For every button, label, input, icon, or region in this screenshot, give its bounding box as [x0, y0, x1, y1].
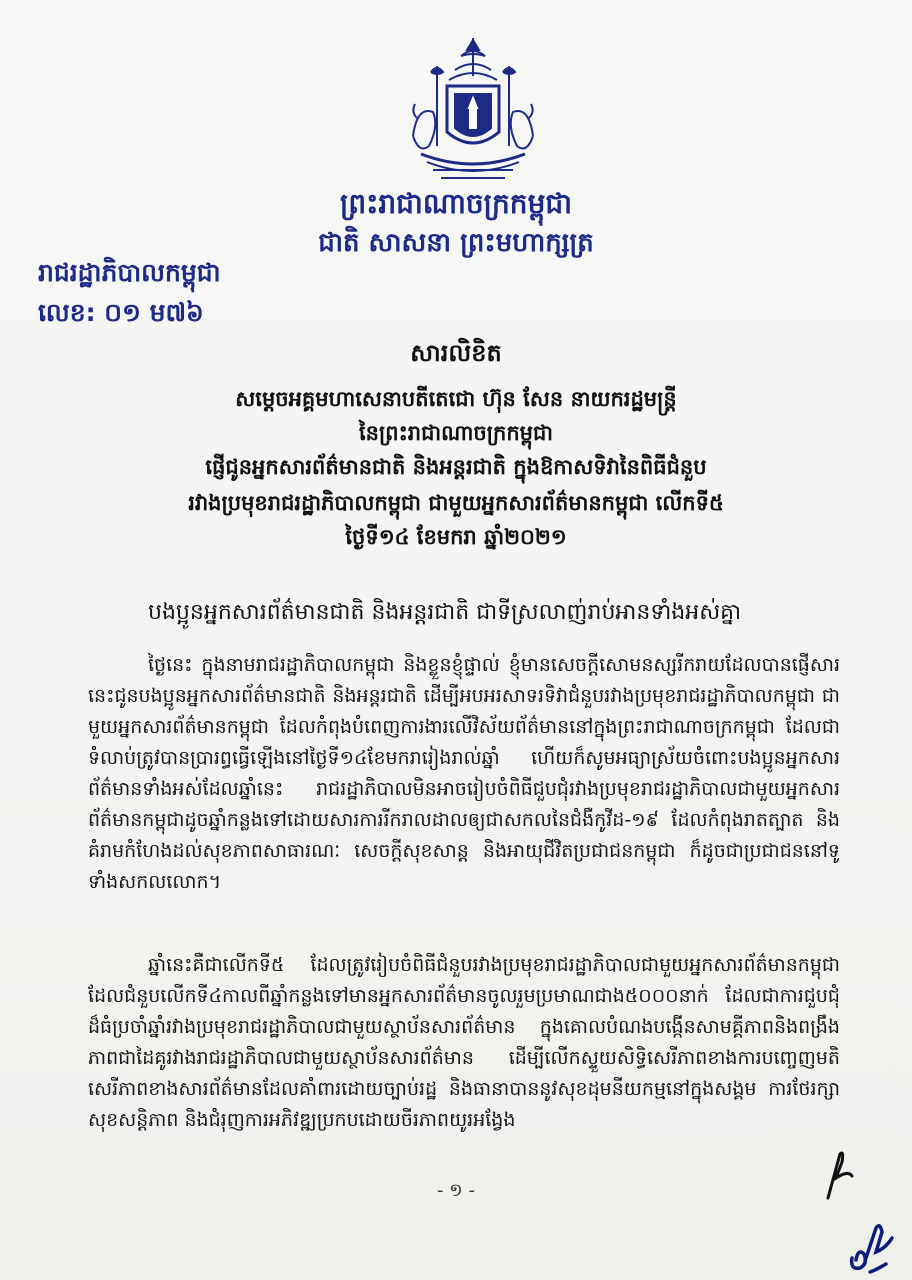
title-date: ថ្ងៃទី១៤ ខែមករា ឆ្នាំ២០២១ — [345, 525, 567, 549]
salutation: បងប្អូនអ្នកសារព័ត៌មានជាតិ និងអន្តរជាតិ ជាទីស្រលាញ់រាប់អានទាំងអស់គ្នា — [148, 600, 742, 625]
title-line-4: រវាងប្រមុខរាជរដ្ឋាភិបាលកម្ពុជា ជាមួយអ្នកសារព័ត៌មានកម្ពុជា លើកទី៥ — [188, 491, 724, 515]
initial-mark-icon — [818, 1148, 858, 1202]
body-paragraph-2: ឆ្នាំនេះគឺជាលើកទី៥ ដែលត្រូវរៀបចំពិធីជំនួបរវាងប្រមុខរាជរដ្ឋាភិបាលជាមួយអ្នកសារព័ត៌មានកម្ពុជា ដែលជំនួបលើកទី៤កាលពីឆ្នាំកន្លងទៅមានអ្នកសារព័ត៌មានចូលរួមប្រមាណជាង៥០០០នាក់ ដែលជាការជួបជុំដ៏ធំប្រចាំឆ្នាំរវាងប្រមុខរាជរដ្ឋាភិបាលជាមួយស្ថាប័នសារព័ត៌មាន ក្នុងគោលបំណងបង្កើនសាមគ្គីភាពនិងពង្រឹងភាពជាដៃគូរវាងរាជរដ្ឋាភិបាលជាមួយស្ថាប័នសារព័ត៌មាន ដើម្បីលើកស្ទួយសិទ្ធិសេរីភាពខាងការបញ្ចេញមតិ សេរីភាពខាងសារព័ត៌មានដែលគាំពារដោយច្បាប់រដ្ឋ និងធានាបាននូវសុខដុមនីយកម្មនៅក្នុងសង្គម ការថែរក្សាសុខសន្តិភាព និងជំរុញការអភិវឌ្ឍប្រកបដោយចីរភាពយូរអង្វែង — [88, 954, 840, 1131]
national-motto: ជាតិ សាសនា ព្រះមហាក្សត្រ — [318, 228, 594, 258]
title-line-1: សម្តេចអគ្គមហាសេនាបតីតេជោ ហ៊ុន សែន នាយករដ្ឋមន្ត្រី — [235, 387, 677, 411]
page-number: - ១ - — [436, 1180, 476, 1201]
body-paragraph-1: ថ្ងៃនេះ ក្នុងនាមរាជរដ្ឋាភិបាលកម្ពុជា និងខ្លួនខ្ញុំផ្ទាល់ ខ្ញុំមានសេចក្តីសោមនស្សរីករាយដែលបានផ្ញើសារនេះជូនបងប្អូនអ្នកសារព័ត៌មានជាតិ និងអន្តរជាតិ ដើម្បីអបអរសាទរទិវាជំនួបរវាងប្រមុខរាជរដ្ឋាភិបាលកម្ពុជា ជាមួយអ្នកសារព័ត៌មានកម្ពុជា ដែលកំពុងបំពេញការងារលើវិស័យព័ត៌មាននៅក្នុងព្រះរាជាណាចក្រកម្ពុជា ដែលជាទំលាប់ត្រូវបានប្រារព្ធធ្វើឡើងនៅថ្ងៃទី១៤ខែមករារៀងរាល់ឆ្នាំ ហើយក៏សូមអធ្យាស្រ័យចំពោះបងប្អូនអ្នកសារព័ត៌មានទាំងអស់ដែលឆ្នាំនេះ រាជរដ្ឋាភិបាលមិនអាចរៀបចំពិធីជួបជុំរវាងប្រមុខរាជរដ្ឋាភិបាលជាមួយអ្នកសារព័ត៌មានកម្ពុជាដូចឆ្នាំកន្លងទៅដោយសារការរីករាលដាលឲ្យជាសកលនៃជំងឺកូវីដ-១៩ ដែលកំពុងរាតត្បាត និងគំរាមកំហែងដល់សុខភាពសាធារណៈ សេចក្តីសុខសាន្ត និងអាយុជីវិតប្រជាជនកម្ពុជា ក៏ដូចជាប្រជាជននៅទូទាំងសកលលោក។ — [88, 654, 840, 893]
title-line-2: នៃព្រះរាជាណាចក្រកម្ពុជា — [358, 421, 553, 445]
kingdom-name: ព្រះរាជាណាចក្រកម្ពុជា — [339, 187, 572, 220]
reference-number: លេខ: ០១ ម៧៦ — [38, 298, 204, 327]
royal-coat-of-arms-icon — [403, 36, 543, 186]
document-title: សារលិខិត — [410, 339, 502, 367]
signature-icon — [846, 1218, 896, 1276]
issuing-government: រាជរដ្ឋាភិបាលកម្ពុជា — [38, 258, 221, 287]
title-line-3: ផ្ញើជូនអ្នកសារព័ត៌មានជាតិ និងអន្តរជាតិ ក្នុងឱកាសទិវានៃពិធីជំនួប — [205, 455, 707, 479]
